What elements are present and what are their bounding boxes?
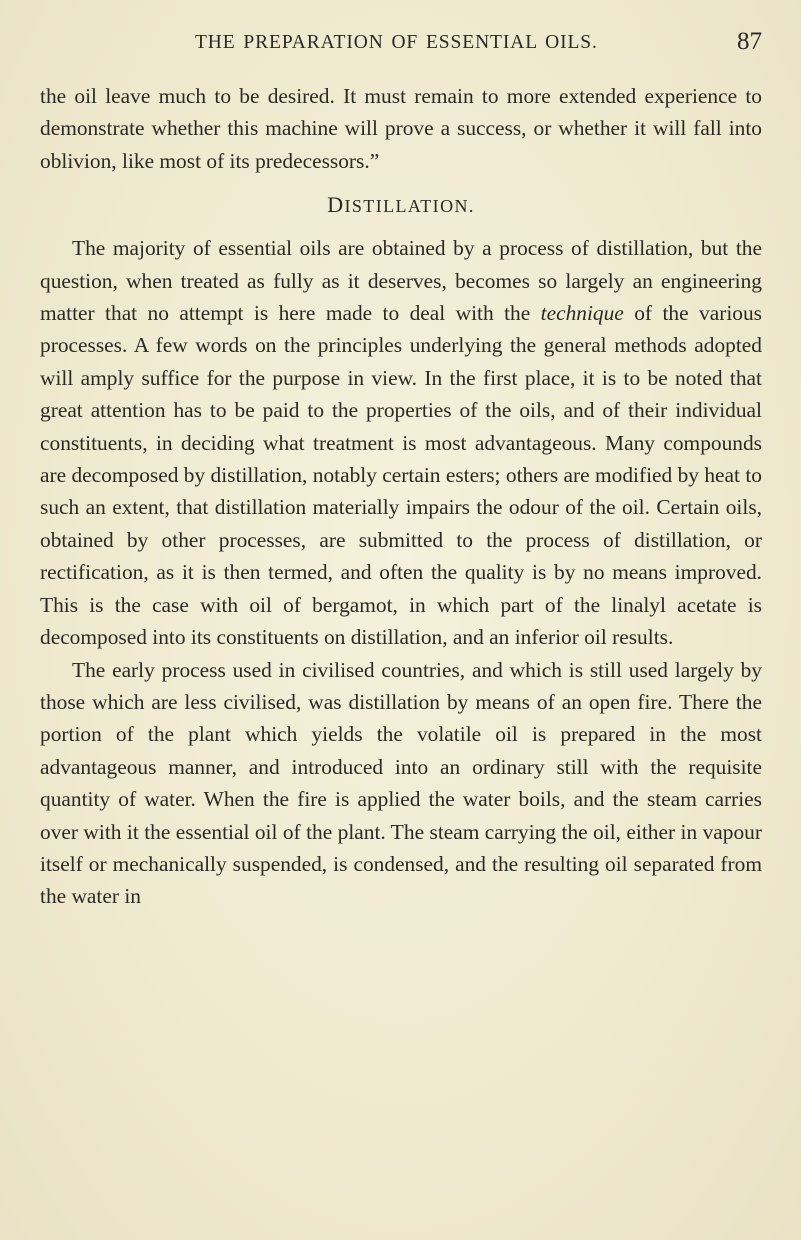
paragraph-early-process: The early process used in civilised countries, and which is still used largely by those which are less civilised, was distillation by means of an open fire. There the portion of the plant which yields the volatile oil is prepared in the most advantageous manner, and introduced into an ordinary still with the requisite quantity of water. When the fire is applied the water boils, and the steam carries over with it the essential oil of the plant. The steam carrying the oil, either in vapour itself or mechanically suspended, is condensed, and the resulting oil separated from the water in [40,657,762,909]
section-heading-initial: D [327,192,345,218]
body-text [40,80,762,913]
section-heading-distillation [40,193,762,218]
running-title: THE PREPARATION OF ESSENTIAL OILS. [195,32,598,53]
running-header [40,28,762,58]
italic-technique: technique [540,301,624,326]
paragraph-continued: the oil leave much to be desired. It must remain to more extended experience to demonstrate whether this machine will prove a success, or whether it will fall into oblivion, like most of its predecessors.” [40,84,762,173]
page-number: 87 [737,28,762,55]
paragraph-majority [40,232,762,653]
paragraph-majority-part-2: of the various processes. A few words on the principles underlying the general methods adopted will amply suffice for the purpose in view. In the first place, it is to be noted that great attention has to be paid to the properties of the oils, and of their individual constituents, in deciding what treatment is most advantageous. Many compounds are decomposed by distillation, notably certain esters; others are modified by heat to such an extent, that distillation materially impairs the odour of the oil. Certain oils, obtained by other processes, are submitted to the process of distillation, or rectification, as it is then termed, and often the quality is by no means improved. This is the case with oil of bergamot, in which part of the linalyl acetate is decomposed into its constituents on distillation, and an inferior oil results. [40,301,762,650]
section-heading-rest: ISTILLATION. [344,196,475,217]
paragraph-majority-part-1: The majority of essential oils are obtained by a process of distillation, but the question, when treated as fully as it deserves, becomes so largely an engineering matter that no attempt is here made to deal with the [40,236,762,326]
